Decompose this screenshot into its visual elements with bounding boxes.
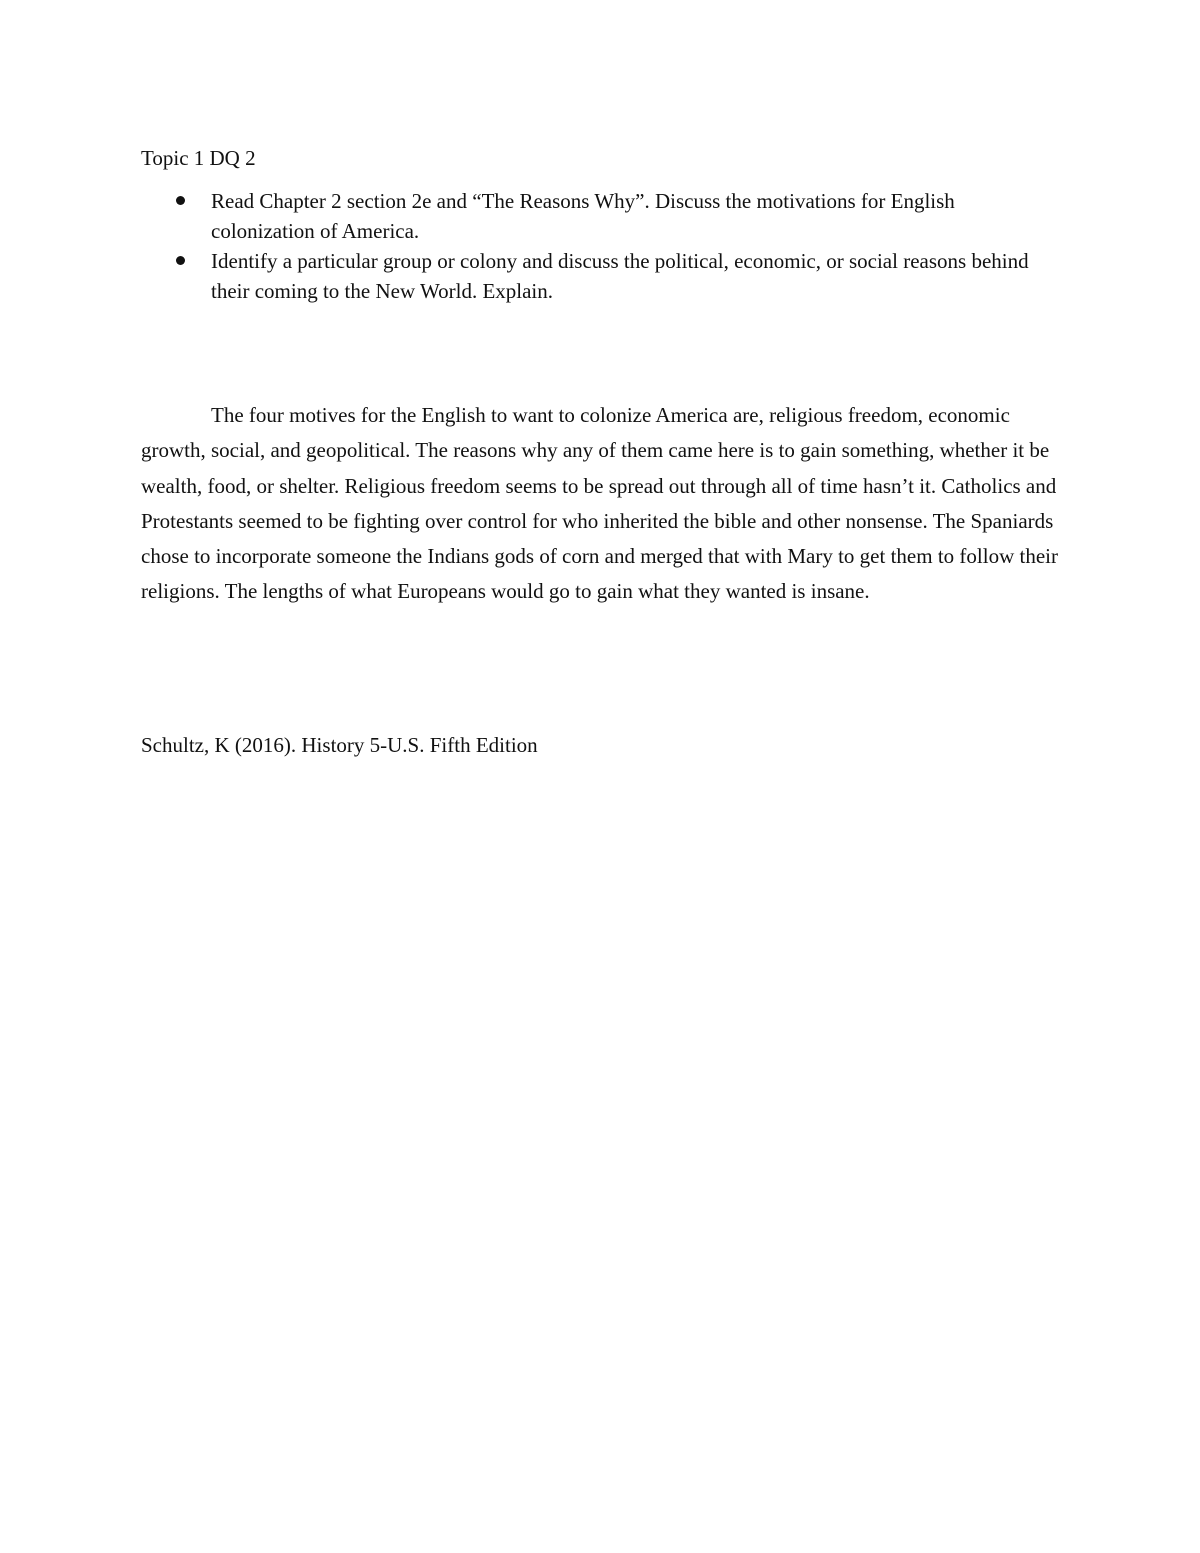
response-paragraph: The four motives for the English to want to colonize America are, religious freedom, economic growth, social, and geopolitical. The reasons why any of them came here is to gain something, whether it be wealth, food, or shelter. Religious freedom seems to be spread out through all of time hasn’t it. Catholics and Protestants seemed to be fighting over control for who inherited the bible and other nonsense. The Spaniards chose to incorporate someone the Indians gods of corn and merged that with Mary to get them to follow their religions. The lengths of what Europeans would go to gain what they wanted is insane. — [141, 403, 1058, 604]
prompt-text: Identify a particular group or colony and discuss the political, economic, or social reasons behind their coming to the New World. Explain. — [211, 249, 1029, 303]
citation: Schultz, K (2016). History 5-U.S. Fifth Edition — [141, 733, 538, 757]
prompt-text: Read Chapter 2 section 2e and “The Reasons Why”. Discuss the motivations for English colonization of America. — [211, 189, 955, 243]
list-item — [141, 186, 1041, 246]
document-title: Topic 1 DQ 2 — [141, 146, 256, 170]
prompt-list — [141, 186, 1041, 306]
bullet-icon — [176, 196, 185, 205]
list-item — [141, 246, 1041, 306]
bullet-icon — [176, 256, 185, 265]
